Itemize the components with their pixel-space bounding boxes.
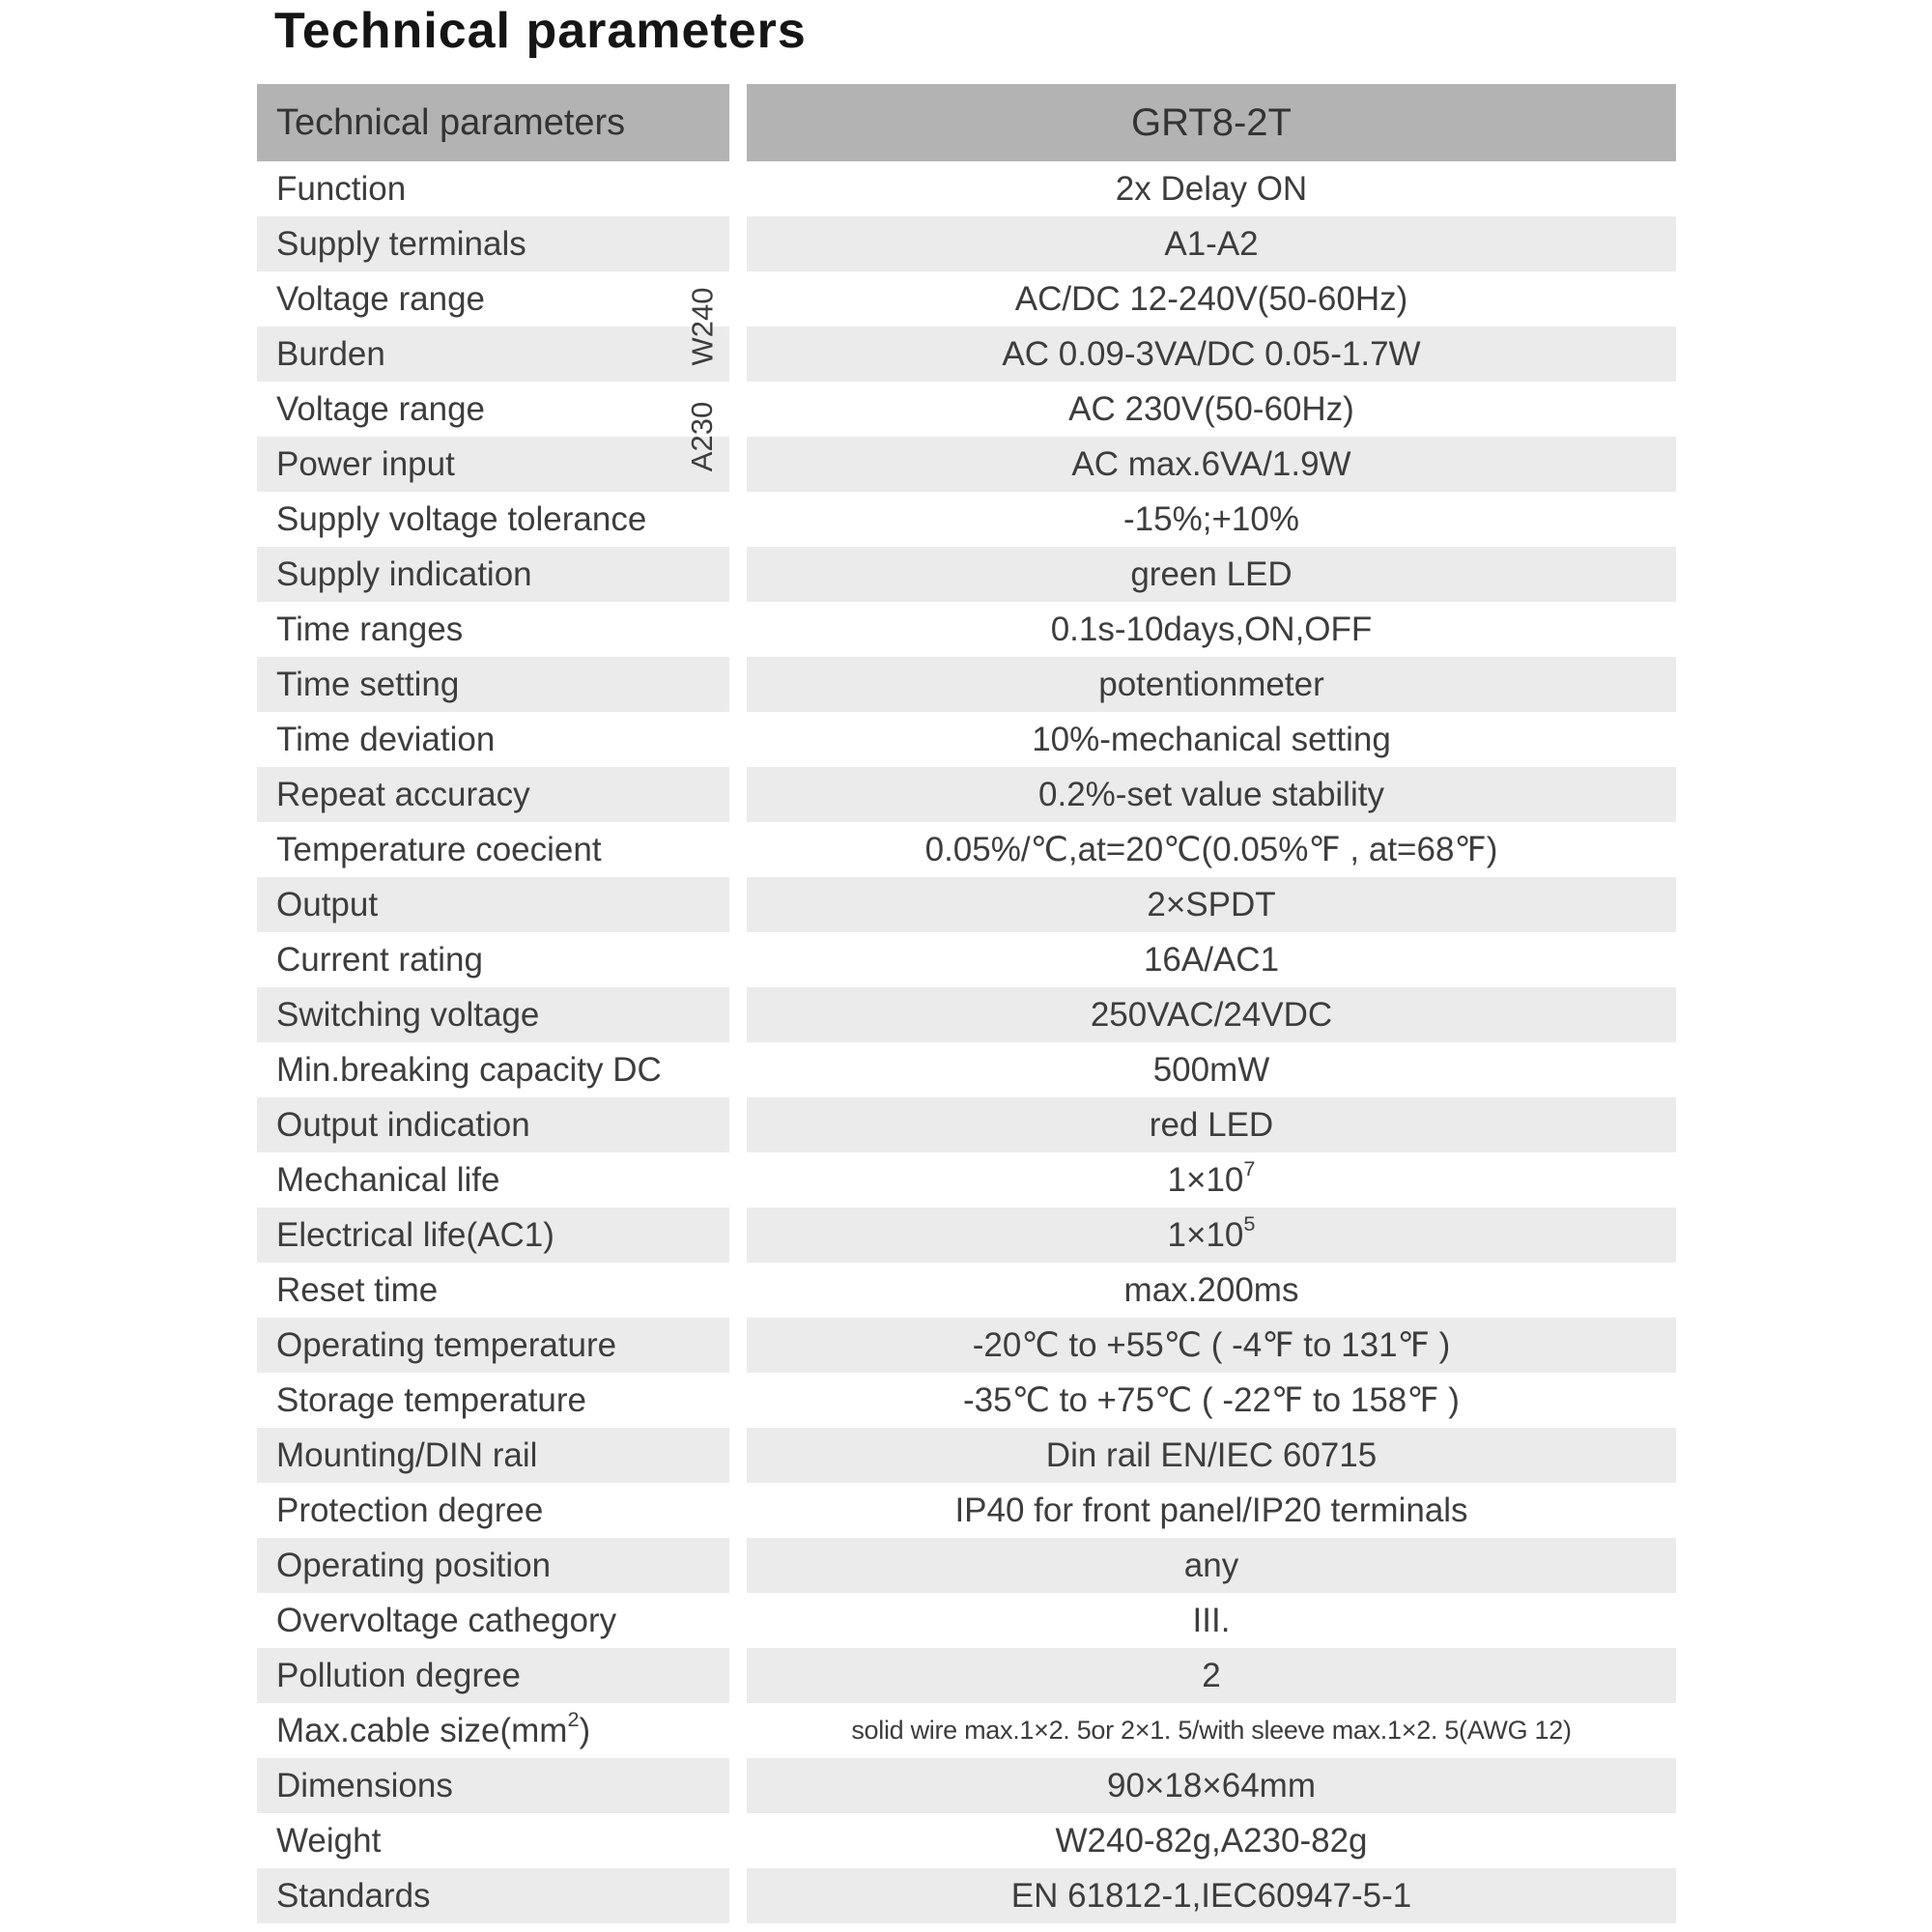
- param-label: Burden: [257, 327, 729, 382]
- column-gutter: [729, 767, 747, 822]
- param-value: 1×10 5: [747, 1208, 1676, 1263]
- table-row: [257, 547, 1676, 602]
- column-gutter: [729, 987, 747, 1042]
- column-gutter: [729, 382, 747, 437]
- param-value: 2: [747, 1648, 1676, 1703]
- table-row: [257, 602, 1676, 657]
- column-gutter: [729, 877, 747, 932]
- param-label: Storage temperature: [276, 1380, 587, 1419]
- column-gutter: [729, 1868, 747, 1923]
- param-label: Protection degree: [276, 1491, 544, 1529]
- table-row: [257, 767, 1676, 822]
- table-header-row: [257, 84, 1676, 161]
- param-label: Weight: [276, 1821, 382, 1860]
- table-row: [257, 657, 1676, 712]
- column-gutter: [729, 216, 747, 271]
- param-label: Repeat accuracy: [257, 767, 729, 822]
- param-value: 90×18×64mm: [747, 1758, 1676, 1813]
- column-gutter: [729, 1593, 747, 1648]
- column-gutter: [729, 822, 747, 877]
- column-gutter: [729, 1703, 747, 1758]
- column-gutter: [729, 437, 747, 492]
- table-row: [257, 1428, 1676, 1483]
- param-value: Din rail EN/IEC 60715: [747, 1428, 1676, 1483]
- column-gutter: [729, 271, 747, 327]
- table-row: [257, 271, 1676, 327]
- param-value: solid wire max.1×2. 5or 2×1. 5/with sleeve max.1×2. 5(AWG 12): [851, 1716, 1572, 1745]
- param-value: AC/DC 12-240V(50-60Hz): [1014, 279, 1408, 318]
- param-value: green LED: [747, 547, 1676, 602]
- param-value: -35℃ to +75℃ ( -22℉ to 158℉ ): [963, 1380, 1460, 1419]
- table-row: [257, 1042, 1676, 1097]
- column-gutter: [729, 327, 747, 382]
- table-row: [257, 1097, 1676, 1152]
- param-label: Output: [257, 877, 729, 932]
- column-gutter: [729, 84, 747, 161]
- param-value: 16A/AC1: [1143, 940, 1280, 979]
- param-value: 10%-mechanical setting: [1032, 720, 1391, 758]
- table-row: [257, 1483, 1676, 1538]
- side-group-label-a230: A230: [685, 401, 719, 472]
- table-row: [257, 1868, 1676, 1923]
- table-row: [257, 1208, 1676, 1263]
- table-row: [257, 1648, 1676, 1703]
- column-gutter: [729, 161, 747, 216]
- column-gutter: [729, 1042, 747, 1097]
- table-row: [257, 1758, 1676, 1813]
- param-value: EN 61812-1,IEC60947-5-1: [747, 1868, 1676, 1923]
- param-value: 500mW: [1152, 1050, 1270, 1089]
- param-value: AC max.6VA/1.9W: [747, 437, 1676, 492]
- table-row: [257, 216, 1676, 271]
- column-gutter: [729, 1318, 747, 1373]
- table-row: [257, 492, 1676, 547]
- param-label: Time deviation: [276, 720, 496, 758]
- param-value: IP40 for front panel/IP20 terminals: [954, 1491, 1468, 1529]
- spec-table: [257, 84, 1676, 1923]
- param-label: Pollution degree: [257, 1648, 729, 1703]
- table-row: [257, 1538, 1676, 1593]
- param-label: Power input: [257, 437, 729, 492]
- param-label: Mounting/DIN rail: [257, 1428, 729, 1483]
- param-value: red LED: [747, 1097, 1676, 1152]
- param-label: Time ranges: [276, 610, 464, 648]
- param-value: -15%;+10%: [1123, 499, 1299, 538]
- param-value: A1-A2: [747, 216, 1676, 271]
- table-row: [257, 1813, 1676, 1868]
- column-gutter: [729, 1483, 747, 1538]
- column-gutter: [729, 547, 747, 602]
- table-row: [257, 1593, 1676, 1648]
- table-row: [257, 161, 1676, 216]
- param-value: any: [747, 1538, 1676, 1593]
- column-gutter: [729, 1152, 747, 1208]
- param-label: Function: [276, 169, 407, 208]
- param-label: Electrical life(AC1): [257, 1208, 729, 1263]
- param-label: Supply voltage tolerance: [276, 499, 647, 538]
- column-gutter: [729, 1758, 747, 1813]
- column-gutter: [729, 1428, 747, 1483]
- table-row: [257, 1263, 1676, 1318]
- table-row: [257, 1373, 1676, 1428]
- side-group-label-w240: W240: [685, 287, 720, 366]
- table-row: [257, 382, 1676, 437]
- column-gutter: [729, 492, 747, 547]
- column-gutter: [729, 932, 747, 987]
- column-gutter: [729, 657, 747, 712]
- param-value: 1×10 7: [1167, 1155, 1256, 1199]
- param-label: Mechanical life: [276, 1160, 500, 1199]
- param-value: III.: [1192, 1601, 1231, 1639]
- param-label: Temperature coecient: [276, 830, 602, 868]
- column-gutter: [729, 602, 747, 657]
- table-row: [257, 1152, 1676, 1208]
- column-gutter: [729, 1373, 747, 1428]
- column-gutter: [729, 1263, 747, 1318]
- param-label: Overvoltage cathegory: [276, 1601, 617, 1639]
- table-row: [257, 327, 1676, 382]
- param-value: 2×SPDT: [747, 877, 1676, 932]
- param-label: Current rating: [276, 940, 483, 979]
- param-value: W240-82g,A230-82g: [1055, 1821, 1368, 1860]
- column-gutter: [729, 1813, 747, 1868]
- table-row: [257, 932, 1676, 987]
- param-label: Standards: [257, 1868, 729, 1923]
- column-gutter: [729, 712, 747, 767]
- column-gutter: [729, 1097, 747, 1152]
- column-gutter: [729, 1208, 747, 1263]
- header-right-cell: GRT8-2T: [747, 84, 1676, 161]
- table-row: [257, 1318, 1676, 1373]
- param-value: max.200ms: [1123, 1270, 1299, 1309]
- param-label: Output indication: [257, 1097, 729, 1152]
- param-value: 0.1s-10days,ON,OFF: [1050, 610, 1373, 648]
- column-gutter: [729, 1648, 747, 1703]
- column-gutter: [729, 1538, 747, 1593]
- table-row: [257, 712, 1676, 767]
- param-value: 0.2%-set value stability: [747, 767, 1676, 822]
- param-value: -20℃ to +55℃ ( -4℉ to 131℉ ): [747, 1318, 1676, 1373]
- param-value: AC 230V(50-60Hz): [1068, 389, 1354, 428]
- param-label: Voltage range: [276, 279, 486, 318]
- param-label: Supply terminals: [257, 216, 729, 271]
- table-row: [257, 877, 1676, 932]
- param-label: Switching voltage: [257, 987, 729, 1042]
- param-value: potentionmeter: [747, 657, 1676, 712]
- table-body: [257, 161, 1676, 1923]
- param-label: Reset time: [276, 1270, 439, 1309]
- param-label: Voltage range: [276, 389, 486, 428]
- param-label: Time setting: [257, 657, 729, 712]
- param-label: Min.breaking capacity DC: [276, 1050, 662, 1089]
- param-label: Dimensions: [257, 1758, 729, 1813]
- header-left-cell: Technical parameters: [257, 84, 729, 161]
- param-value: 250VAC/24VDC: [747, 987, 1676, 1042]
- param-value: 2x Delay ON: [1115, 169, 1308, 208]
- param-label: Operating position: [257, 1538, 729, 1593]
- page-title: Technical parameters: [274, 3, 807, 59]
- table-row: [257, 822, 1676, 877]
- param-value: AC 0.09-3VA/DC 0.05-1.7W: [747, 327, 1676, 382]
- param-label: Max.cable size(mm 2 ): [276, 1706, 591, 1749]
- table-row: [257, 1703, 1676, 1758]
- table-row: [257, 987, 1676, 1042]
- table-row: [257, 437, 1676, 492]
- param-label: Supply indication: [257, 547, 729, 602]
- param-label: Operating temperature: [257, 1318, 729, 1373]
- param-value: 0.05%/℃,at=20℃(0.05%℉ , at=68℉): [924, 830, 1498, 868]
